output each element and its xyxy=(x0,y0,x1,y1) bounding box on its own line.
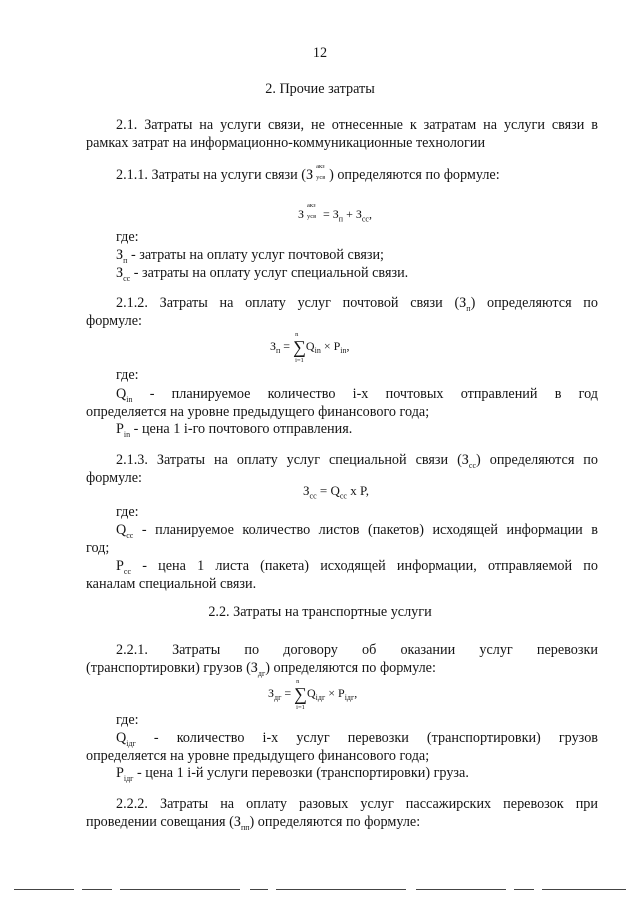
sub: in xyxy=(126,394,133,404)
sub: сс xyxy=(123,273,131,283)
symbol: З xyxy=(303,483,310,498)
sup: акз xyxy=(316,163,325,170)
text: = З xyxy=(320,207,339,221)
text: = Q xyxy=(316,483,340,498)
paragraph-2-1-2-line1 xyxy=(86,294,598,312)
definition-line2: определяется на уровне предыдущего финансового года; xyxy=(86,748,430,764)
definition-line2: каналам специальной связи. xyxy=(86,576,257,592)
text: - цена 1 i-го почтового отправления. xyxy=(130,421,353,437)
text: + З xyxy=(343,207,362,221)
text: × P xyxy=(320,338,341,353)
word: 2.2.1. xyxy=(116,642,148,658)
where-label: где: xyxy=(116,367,139,383)
symbol: P xyxy=(116,558,124,574)
word: об xyxy=(361,642,377,658)
text: 2.1.3. Затраты на оплату услуг специальной связи (З xyxy=(116,452,469,468)
definition-line1 xyxy=(116,385,598,403)
sub: сс xyxy=(361,214,369,224)
sub: дг xyxy=(274,693,282,703)
text: 2.1. Затраты на услуги связи, не отнесенные к затратам на услуги связи в xyxy=(116,117,598,133)
paragraph-2-2-1-line1 xyxy=(116,641,598,659)
sub: iдг xyxy=(123,773,134,783)
text: - цена 1 i-й услуги перевозки (транспортировки) груза. xyxy=(133,765,469,781)
text: - затраты на оплату услуг почтовой связи; xyxy=(127,247,385,263)
scan-artifact-line xyxy=(514,889,534,890)
text: ) определяются по формуле: xyxy=(329,167,500,183)
sub: п xyxy=(123,255,128,265)
text: (транспортировки) грузов (З xyxy=(86,660,258,676)
sub: п xyxy=(466,303,471,313)
paragraph-2-1-line2: рамках затрат на информационно-коммуникационные технологии xyxy=(86,135,486,151)
sub: сс xyxy=(126,530,134,540)
section-title: 2. Прочие затраты xyxy=(265,81,375,97)
definition xyxy=(116,764,469,782)
where-label: где: xyxy=(116,712,139,728)
text: проведении совещания (З xyxy=(86,814,241,830)
symbol: З xyxy=(268,685,275,700)
sum-symbol: ∑ xyxy=(294,684,307,704)
scan-artifact-line xyxy=(82,889,112,890)
symbol: Q xyxy=(305,338,315,353)
sub: дг xyxy=(257,668,266,678)
paragraph-2-1-3-line1 xyxy=(86,451,598,469)
scan-artifact-line xyxy=(250,889,268,890)
sum-lower: i=1 xyxy=(295,357,304,364)
text: ) определяются по xyxy=(470,295,598,311)
superscript-subscript xyxy=(313,163,329,181)
definition xyxy=(116,264,408,282)
paragraph-2-2-1-line2 xyxy=(86,659,436,677)
word: перевозки xyxy=(536,642,598,658)
sum-lower: i=1 xyxy=(296,704,305,711)
text: , xyxy=(368,207,372,221)
definition-line2: определяется на уровне предыдущего финансового года; xyxy=(86,404,430,420)
formula-2-1-1 xyxy=(298,202,372,224)
sub: iдг xyxy=(126,738,136,748)
sup: акз xyxy=(307,202,316,209)
sum-upper: n xyxy=(296,678,300,685)
text: 2.2.2. Затраты на оплату разовых услуг пассажирских перевозок при xyxy=(116,796,598,812)
scan-artifact-line xyxy=(276,889,406,890)
symbol: Q xyxy=(116,730,127,746)
text: - количество i-х услуг перевозки (транспортировки) грузов xyxy=(135,730,598,746)
section-title: 2.2. Затраты на транспортные услуги xyxy=(208,604,432,620)
symbol: P xyxy=(116,765,124,781)
symbol: З xyxy=(270,338,277,353)
text: - планируемое количество i-х почтовых отправлений в год xyxy=(132,386,598,402)
symbol: Q xyxy=(116,522,127,538)
word: услуг xyxy=(479,642,513,658)
sub: усв xyxy=(316,174,326,181)
scan-artifact-line xyxy=(542,889,626,890)
paragraph-2-2-2-line2 xyxy=(86,813,420,831)
scan-artifact-line xyxy=(14,889,74,890)
paragraph-2-2-2-line1 xyxy=(86,795,598,813)
paragraph-2-1-3-line2: формуле: xyxy=(86,470,142,486)
definition-line1 xyxy=(116,557,598,575)
where-label: где: xyxy=(116,504,139,520)
symbol: Q xyxy=(307,685,316,700)
definition-line1 xyxy=(116,729,598,747)
sub: усв xyxy=(307,213,317,220)
sum-upper: n xyxy=(295,331,299,338)
definition xyxy=(116,420,352,438)
symbol: З xyxy=(116,265,124,281)
sub: пп xyxy=(240,822,250,832)
sub: iдг xyxy=(315,693,326,703)
text: - затраты на оплату услуг специальной связи. xyxy=(130,265,409,281)
text: - цена 1 листа (пакета) исходящей информации, отправляемой по xyxy=(131,558,598,574)
word: договору xyxy=(283,642,338,658)
sub: сс xyxy=(123,566,131,576)
scan-artifact-line xyxy=(120,889,240,890)
text: ) определяются по формуле: xyxy=(265,660,436,676)
text: , xyxy=(354,685,358,700)
definition-line1 xyxy=(116,521,598,539)
sub: in xyxy=(123,429,131,439)
sup-sub xyxy=(304,202,320,220)
paragraph-2-1-1 xyxy=(116,163,500,184)
sub: п xyxy=(338,214,344,224)
sub: in xyxy=(340,346,347,356)
symbol: Q xyxy=(116,386,127,402)
text: = xyxy=(280,338,294,353)
text: 2.1.1. Затраты на услуги связи (З xyxy=(116,167,314,183)
definition-line2: год; xyxy=(86,540,110,556)
where-label: где: xyxy=(116,229,139,245)
scan-artifact-line xyxy=(416,889,506,890)
sub: iдг xyxy=(344,693,355,703)
sub: in xyxy=(314,346,321,356)
sub: сс xyxy=(468,460,477,470)
paragraph-2-1-line1 xyxy=(86,116,598,134)
sum-operator xyxy=(294,678,307,711)
formula-2-1-3 xyxy=(303,483,370,501)
sub: сс xyxy=(339,491,347,501)
sub: сс xyxy=(309,491,317,501)
formula-2-1-2 xyxy=(270,331,350,364)
symbol: З xyxy=(116,247,124,263)
paragraph-2-1-2-line2: формуле: xyxy=(86,313,142,329)
formula-2-2-1 xyxy=(268,678,358,711)
sum-symbol: ∑ xyxy=(293,337,306,357)
text: ) определяются по xyxy=(476,452,598,468)
text: = xyxy=(281,685,295,700)
text: × P xyxy=(325,685,345,700)
word: Затраты xyxy=(172,642,221,658)
sum-operator xyxy=(293,331,306,364)
text: , xyxy=(346,338,350,353)
text: ) определяются по формуле: xyxy=(249,814,421,830)
text: - планируемое количество листов (пакетов) исходящей информации в xyxy=(133,522,598,538)
text: 2.1.2. Затраты на оплату услуг почтовой связи (З xyxy=(116,295,467,311)
definition xyxy=(116,246,384,264)
symbol: P xyxy=(116,421,124,437)
sub: п xyxy=(276,346,281,356)
word: оказании xyxy=(400,642,456,658)
word: по xyxy=(244,642,260,658)
page-number: 12 xyxy=(312,45,328,61)
text: x P, xyxy=(346,483,370,498)
symbol: З xyxy=(298,207,305,221)
